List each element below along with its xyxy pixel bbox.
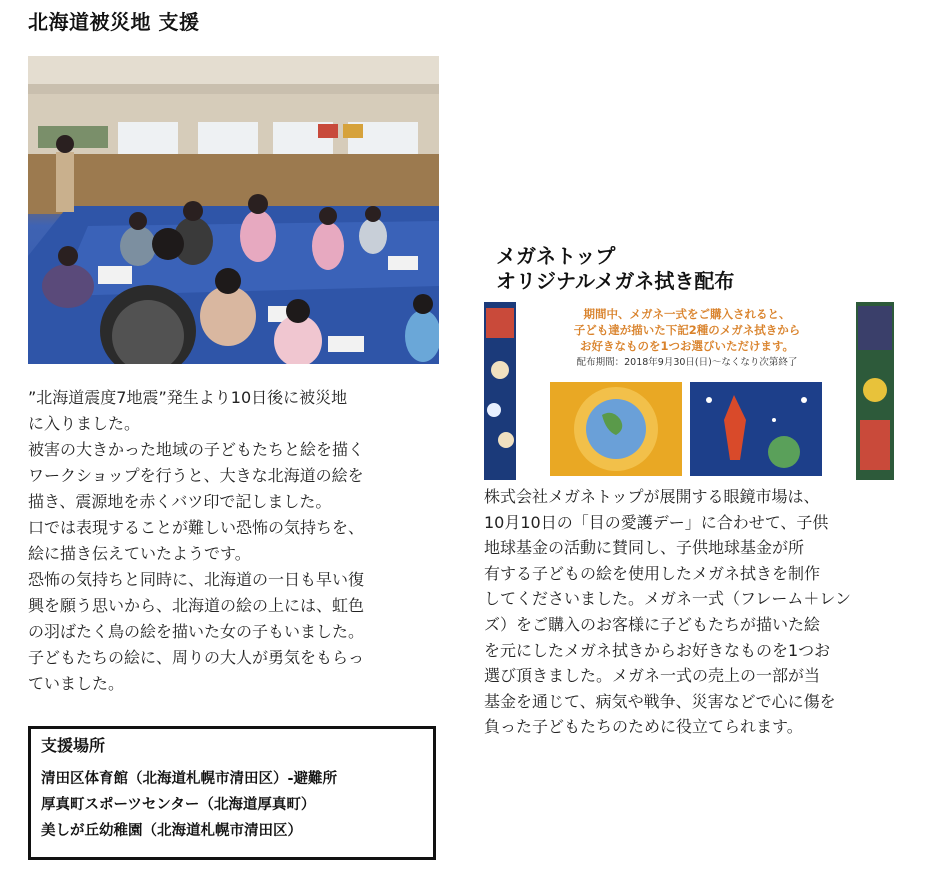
support-locations-box — [28, 726, 436, 860]
right-paragraph-line: 10月10日の「目の愛護デー」に合わせて、子供 — [484, 512, 829, 532]
workshop-photo-illustration — [28, 56, 439, 364]
right-paragraph-line: 選び頂きました。メガネ一式の売上の一部が当 — [484, 666, 821, 686]
left-paragraph-line: 絵に描き伝えていたようです。 — [28, 544, 251, 563]
right-title — [496, 244, 734, 294]
right-paragraph-line: を元にしたメガネ拭きからお好きなものを1つお — [484, 640, 831, 660]
right-paragraph-line: ズ）をご購入のお客様に子どもたちが描いた絵 — [484, 614, 821, 634]
left-paragraph-line: の羽ばたく鳥の絵を描いた女の子もいました。 — [28, 622, 365, 641]
right-paragraph-line: 地球基金の活動に賛同し、子供地球基金が所 — [484, 538, 805, 558]
left-paragraph-line: 描き、震源地を赤くバツ印で記しました。 — [28, 492, 332, 511]
right-paragraph — [484, 484, 914, 740]
left-paragraph-line: に入りました。 — [28, 414, 141, 433]
right-title-line: メガネトップ — [496, 244, 616, 268]
left-paragraph — [28, 385, 448, 697]
left-paragraph-line: ワークショップを行うと、大きな北海道の絵を — [28, 466, 364, 485]
left-paragraph-line: ”北海道震度7地震”発生より10日後に被災地 — [28, 388, 348, 407]
support-location-item: 厚真町スポーツセンター（北海道厚真町） — [41, 797, 316, 813]
right-paragraph-line: 基金を通じて、病気や戦争、災害などで心に傷を — [484, 691, 836, 711]
left-paragraph-line: 恐怖の気持ちと同時に、北海道の一日も早い復 — [28, 570, 365, 589]
left-paragraph-line: 興を願う思いから、北海道の絵の上には、虹色 — [28, 596, 365, 615]
right-paragraph-line: 株式会社メガネトップが展開する眼鏡市場は、 — [484, 487, 820, 506]
right-title-line: オリジナルメガネ拭き配布 — [496, 269, 735, 293]
left-paragraph-line: 被害の大きかった地域の子どもたちと絵を描く — [28, 440, 365, 459]
left-paragraph-line: 子どもたちの絵に、周りの大人が勇気をもらっ — [28, 648, 365, 667]
banner-line: 子ども達が描いた下記2種のメガネ拭きから — [573, 323, 801, 337]
banner-text — [520, 306, 854, 371]
campaign-banner — [484, 300, 896, 482]
right-paragraph-line: 有する子どもの絵を使用したメガネ拭きを制作 — [484, 563, 821, 583]
left-paragraph-line: 口では表現することが難しい恐怖の気持ちを、 — [28, 518, 365, 537]
left-title: 北海道被災地 支援 — [28, 10, 200, 34]
banner-line: 期間中、メガネ一式をご購入されると、 — [583, 307, 791, 321]
banner-period: 配布期間：2018年9月30日(日)～なくなり次第終了 — [576, 357, 798, 368]
banner-line: お好きなものを1つお選びいただけます。 — [579, 339, 795, 353]
right-paragraph-line: 負った子どもたちのために役立てられます。 — [484, 717, 803, 737]
support-title: 支援場所 — [41, 736, 106, 755]
support-location-item: 清田区体育館（北海道札幌市清田区）-避難所 — [41, 771, 338, 787]
support-location-item: 美しが丘幼稚園（北海道札幌市清田区） — [41, 823, 302, 839]
workshop-photo — [28, 56, 439, 364]
right-paragraph-line: してくださいました。メガネ一式（フレーム＋レン — [484, 589, 851, 609]
left-paragraph-line: ていました。 — [28, 674, 125, 693]
